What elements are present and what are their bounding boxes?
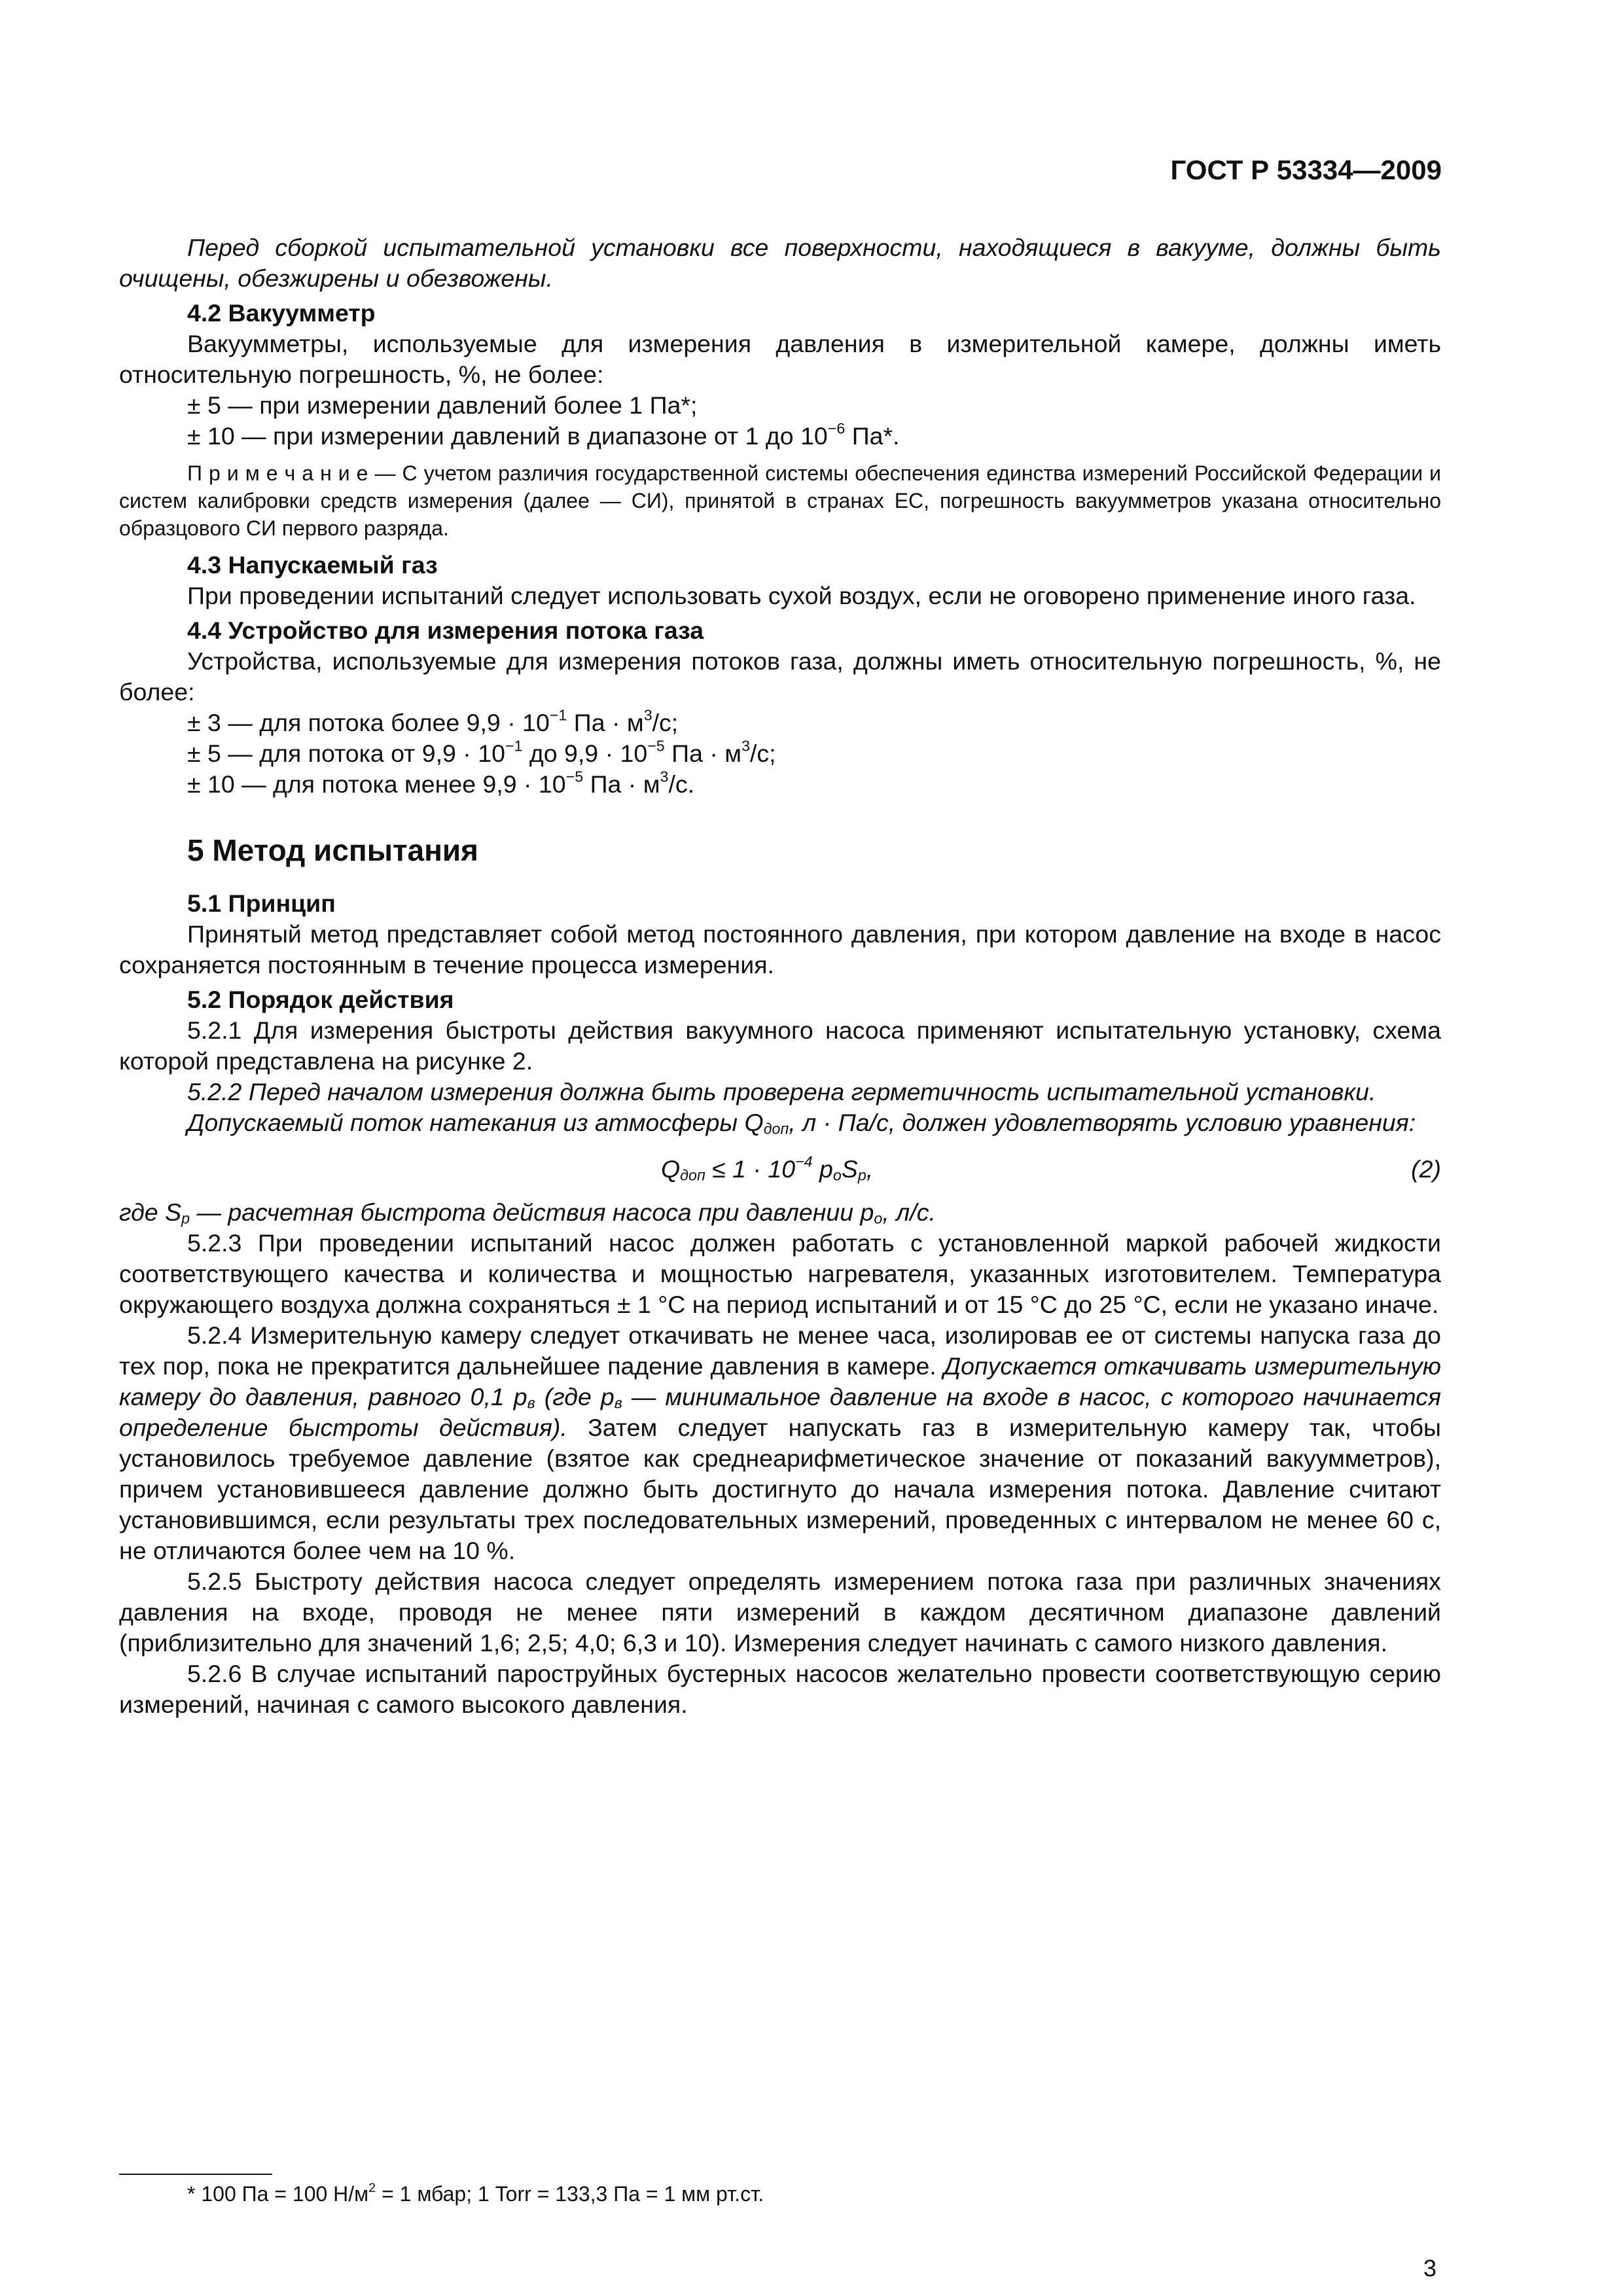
intro-paragraph: Перед сборкой испытательной установки все поверхности, находящиеся в вакууме, должны быть очищены, обезжирены и обезвожены. — [119, 234, 1441, 292]
section-4-4-heading: 4.4 Устройство для измерения потока газа — [187, 617, 704, 644]
where-clause: где $S_p$ — расчетная быстрота действия насоса при давлении $p_o$, л/с. — [119, 1198, 936, 1227]
section-5-1-text: Принятый метод представляет собой метод постоянного давления, при котором давление на входе в насос сохраняется постоянным в течение процесса измерения. — [119, 920, 1441, 978]
flow-accuracy-item-3: ± 10 — для потока менее $9,9 \cdot 10^{-5}$ Па · $м^3/с$. — [187, 768, 695, 798]
paragraph-5-2-2: 5.2.2 Перед началом измерения должна быть проверена герметичность испытательной установки. — [187, 1078, 1376, 1105]
gauge-accuracy-item-1: ± 5 — при измерении давлений более 1 Па*; — [187, 391, 698, 419]
flow-accuracy-item-2: ± 5 — для потока от $9,9 \cdot 10^{-1}$ до $9,9 \cdot 10^{-5}$ Па · $м^3/с$; — [187, 737, 776, 767]
paragraph-5-2-5: 5.2.5 Быстроту действия насоса следует определять измерением потока газа при различных значениях давления на входе, проводя не менее пяти измерений в каждом десятичном диапазоне давлений (приблизительно для значений 1,6; 2,5; 4,0; 6,3 и 10). Измерения следует начинать с самого низкого давления. — [119, 1568, 1441, 1657]
section-4-2-heading: 4.2 Вакуумметр — [187, 299, 376, 327]
paragraph-5-2-6: 5.2.6 В случае испытаний пароструйных бустерных насосов желательно провести соответствующую серию измерений, начиная с самого высокого давления. — [119, 1660, 1441, 1718]
note-text: — С учетом различия государственной системы обеспечения единства измерений Российской Федерации и систем калибровки средств измерения (далее — СИ), принятой в странах ЕС, погрешность вакуумметров указана относительно образцового СИ первого разряда. — [119, 461, 1442, 540]
document-number: ГОСТ Р 53334—2009 — [1170, 154, 1442, 185]
section-5-heading: 5 Метод испытания — [187, 833, 478, 867]
paragraph-5-2-3: 5.2.3 При проведении испытаний насос должен работать с установленной маркой рабочей жидкости соответствующего качества и количества и мощностью нагревателя, указанных изготовителем. Температура окружающего воздуха должна сохраняться ± 1 °С на период испытаний и от 15 °С до 25 °С, если не указано иначе. — [119, 1229, 1441, 1318]
gauge-accuracy-item-2: ± 10 — при измерении давлений в диапазоне от 1 до $10^{-6}$ Па*. — [187, 420, 900, 450]
leak-rate-paragraph: Допускаемый поток натекания из атмосферы $Q_{доп}$, л · Па/с, должен удовлетворять условию уравнения: — [187, 1109, 1416, 1138]
note-paragraph — [119, 459, 1441, 542]
footnote: * 100 Па = 100 $Н/м^2 = 1$ мбар; 1 Torr = 133,3 Па = 1 мм рт.ст. — [187, 2181, 764, 2206]
footnote-divider — [119, 2174, 272, 2175]
page-number: 3 — [1423, 2255, 1436, 2282]
section-5-1-heading: 5.1 Принцип — [187, 889, 336, 917]
paragraph-5-2-1: 5.2.1 Для измерения быстроты действия вакуумного насоса применяют испытательную установку, схема которой представлена на рисунке 2. — [119, 1016, 1441, 1075]
section-4-4-text: Устройства, используемые для измерения потоков газа, должны иметь относительную погрешность, %, не более: — [119, 647, 1441, 706]
flow-accuracy-item-1: ± 3 — для потока более $9,9 \cdot 10^{-1}$ Па · $м^3/с$; — [187, 706, 679, 736]
section-4-3-text: При проведении испытаний следует использовать сухой воздух, если не оговорено применение иного газа. — [187, 582, 1416, 609]
paragraph-5-2-4: 5.2.4 Измерительную камеру следует откачивать не менее часа, изолировав ее от системы напуска газа до тех пор, пока не прекратится дальнейшее падение давления в камере. Допускается откачивать измерительную камеру до давления, равного 0,1 $p_в$ (где $p_в$ — минимальное давление на входе в насос, с которого начинается определение быстроты действия). Затем следует напускать газ в измерительную камеру так, чтобы установилось требуемое давление (взятое как среднеарифметическое значение от показаний вакуумметров), причем установившееся давление должно быть достигнуто до начала измерения потока. Давление считают установившимся, если результаты трех последовательных измерений, проведенных с интервалом не менее 60 с, не отличаются более чем на 10 %. — [119, 1321, 1441, 1564]
formula-number: (2) — [1411, 1155, 1441, 1183]
section-4-2-text: Вакуумметры, используемые для измерения давления в измерительной камере, должны иметь относительную погрешность, %, не более: — [119, 330, 1441, 388]
section-5-2-heading: 5.2 Порядок действия — [187, 986, 454, 1013]
section-4-3-heading: 4.3 Напускаемый газ — [187, 551, 438, 579]
page-body — [119, 232, 1441, 1720]
note-label: П р и м е ч а н и е — [187, 461, 368, 485]
formula-2 — [119, 1151, 1441, 1188]
formula-expression: $Q_{доп} \le 1 \cdot 10^{-4}$ $p_oS_p$, — [661, 1153, 874, 1184]
